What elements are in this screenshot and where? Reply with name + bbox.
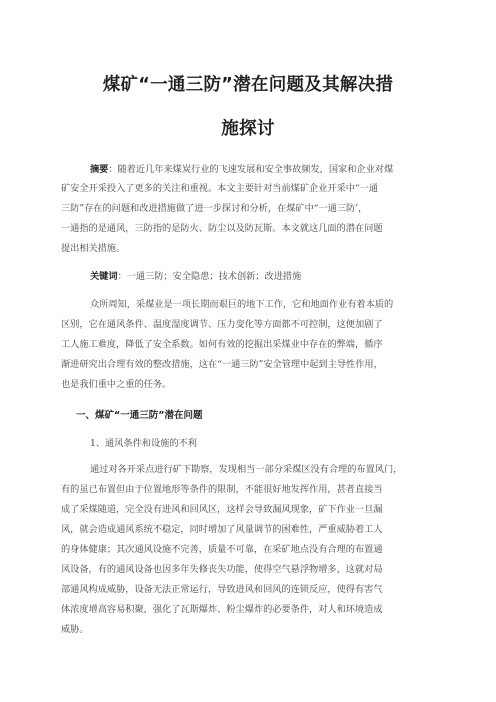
document-title-line2: 施探讨 [221,119,275,139]
document-title-line1: 煤矿“一通三防”潜在问题及其解决措 [102,75,394,95]
keywords-line [90,270,301,283]
abstract-line-3: 三防”存在的问题和改进措施做了进一步探讨和分析，在煤矿中“一通三防’， [61,203,368,214]
body-line-6: 风设备，有的通风设备也因多年失修丧失功能，使得空气悬浮物增多，这就对局 [61,564,383,575]
abstract-line-2: 矿安全开采投入了更多的关注和重视。本文主要针对当前煤矿企业开采中“一通 [61,183,379,194]
intro-line-1: 众所周知，采煤业是一项长期而艰巨的地下工作，它和地面作业有着本质的 [90,299,394,310]
intro-line-4: 渐进研究出合理有效的整改措施，这在“一通三防”安全管理中起到主导性作用， [61,359,383,370]
keywords-text: ：一通三防；安全隐患；技术创新；改进措施 [117,271,302,282]
body-line-9: 威胁。 [61,624,89,635]
body-line-2: 有的虽已布置但由于位置地形等条件的限制，不能很好地发挥作用，甚者直接当 [61,484,383,495]
intro-line-5: 也是我们重中之重的任务。 [61,379,172,390]
intro-line-2: 区别，它在通风条件、温度湿度调节、压力变化等方面都不可控制，这便加剧了 [61,319,383,330]
subsection-heading-1: 1、通风条件和设施的不利 [90,438,197,449]
body-line-1: 通过对各开采点进行矿下勘察，发现相当一部分采煤区没有合理的布置风门， [90,464,403,475]
body-line-5: 的身体健康；其次通风设施不完善，质量不可靠，在采矿地点没有合理的布置通 [61,544,383,555]
intro-line-3: 工人施工难度，降低了安全系数。如何有效的挖掘出采煤业中存在的弊端，循序 [61,339,383,350]
body-line-3: 成了采煤随道，完全没有进风和回风区，这样会导致漏风现象，矿下作业一旦漏 [61,504,383,515]
keywords-label: 关键词 [90,271,118,282]
abstract-label: 摘要 [90,164,109,175]
body-line-4: 风，就会造成通风系统不稳定，同时增加了风量调节的困难性，严重威胁着工人 [61,524,383,535]
body-line-8: 体浓度增高容易积聚，强化了瓦斯爆炸、粉尘爆炸的必要条件，对人和环境造成 [61,604,383,615]
section-heading-1: 一、煤矿“一通三防”潜在问题 [76,410,203,421]
abstract-line-5: 提出相关措施。 [61,243,126,254]
body-line-7: 部通风构成威胁，设备无法正常运行，导致进风和回风的连锁反应，使得有害气 [61,584,383,595]
abstract-text: ：随着近几年来煤炭行业的飞速发展和安全事故频发，国家和企业对煤 [108,164,394,175]
abstract-line-4: 一通指的是通风，三防指的是防火、防尘以及防瓦斯。本文就这几面的潜在问题 [61,223,383,234]
abstract-line-1 [90,163,393,176]
